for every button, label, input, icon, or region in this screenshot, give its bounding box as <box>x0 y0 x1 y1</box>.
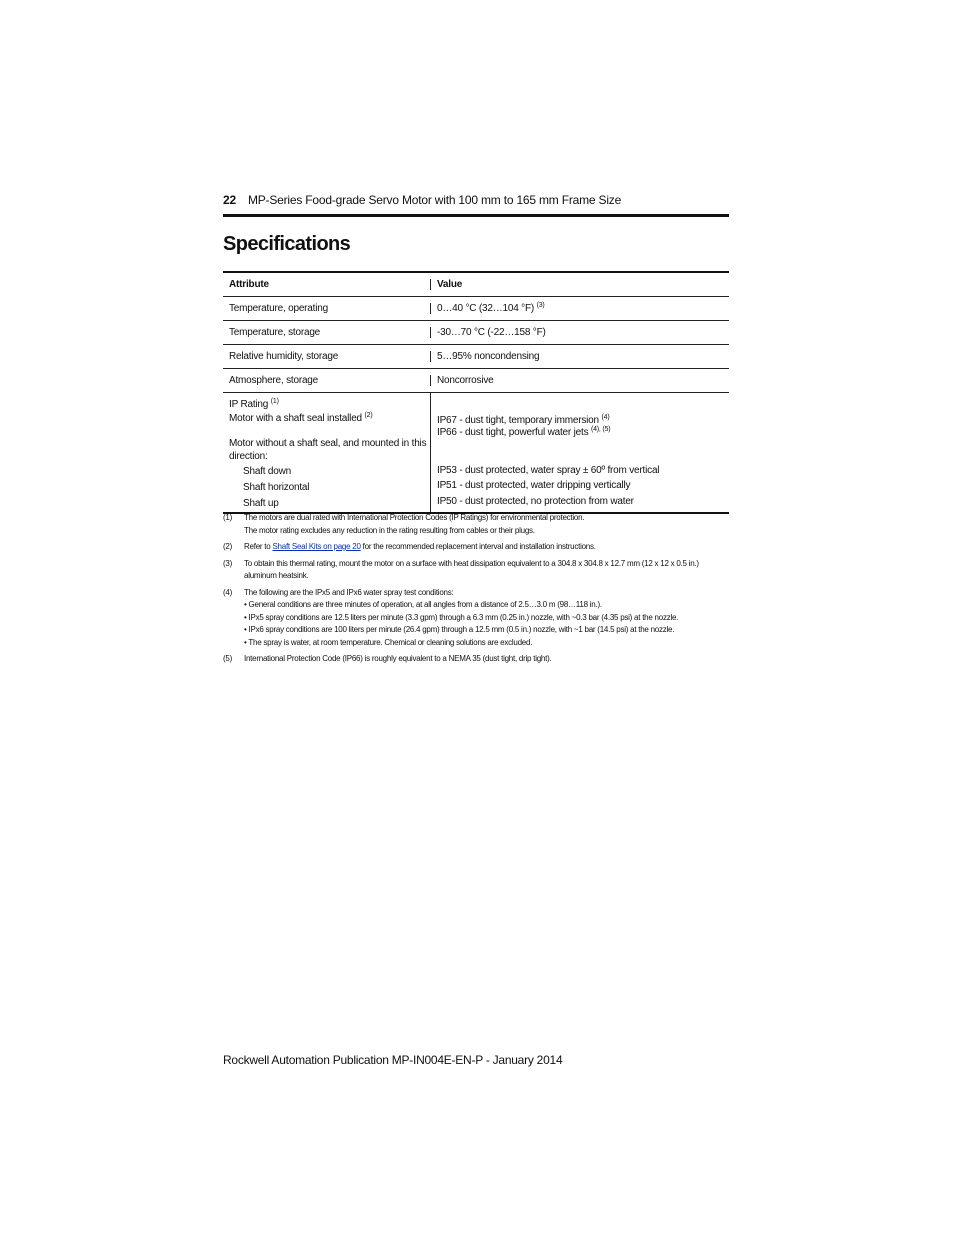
footnote-text: The following are the IPx5 and IPx6 water spray test conditions: <box>244 587 454 597</box>
row-value <box>431 303 729 314</box>
page-header <box>223 193 729 207</box>
table-row <box>223 344 729 368</box>
footnote-1 <box>223 512 729 537</box>
page-number: 22 <box>223 193 236 207</box>
no-seal-label-cont: direction: <box>229 451 268 462</box>
row-value: -30…70 °C (-22…158 °F) <box>437 327 546 338</box>
shaft-up-label: Shaft up <box>243 498 279 509</box>
footnote-bullet: • General conditions are three minutes of operation, at all angles from a distance of 2.5…3.0 m (98…118 in.). <box>244 600 602 609</box>
footnote-text: To obtain this thermal rating, mount the motor on a surface with heat dissipation equivalent to a 304.8 x 304.8 x 12.7 mm (12 x 12 x 0.5 in.) <box>244 558 699 568</box>
footnote-number: (2) <box>223 542 233 551</box>
footnote-text: The motor rating excludes any reduction in the rating resulting from cables or their plugs. <box>244 525 535 535</box>
header-value: Value <box>437 279 463 290</box>
shaft-horizontal-label: Shaft horizontal <box>243 482 310 493</box>
shaft-seal-label: Motor with a shaft seal installed $^{(2)}$ <box>229 412 373 424</box>
footnote-3 <box>223 558 729 583</box>
table-row <box>223 368 729 392</box>
footnote-text: The motors are dual rated with International Protection Codes (IP Ratings) for environmental protection. <box>244 513 585 522</box>
ip50-value: IP50 - dust protected, no protection from water <box>437 496 634 507</box>
footnote-number: (1) <box>223 513 233 522</box>
ip-value-cell <box>431 393 729 512</box>
document-title: MP-Series Food-grade Servo Motor with 100 mm to 165 mm Frame Size <box>247 193 622 207</box>
ip53-value: IP53 - dust protected, water spray ± 60º from vertical <box>437 465 660 476</box>
footnote-bullet: • IPx5 spray conditions are 12.5 liters per minute (3.3 gpm) through a 6.3 mm (0.25 in.) nozzle, with ~0.3 bar (4.35 psi) at the nozzle. <box>244 612 679 622</box>
specifications-table <box>223 271 729 514</box>
footnote-text: Refer to Shaft Seal Kits on page 20 for the recommended replacement interval and installation instructions. <box>244 542 596 551</box>
shaft-down-label: Shaft down <box>243 466 292 477</box>
footnote-ref: (3) <box>536 302 545 309</box>
footnote-bullet: • IPx6 spray conditions are 100 liters per minute (26.4 gpm) through a 12.5 mm (0.5 in.) nozzle, with ~1 bar (14.5 psi) at the nozzle. <box>244 625 675 634</box>
row-value: 5…95% noncondensing <box>437 351 540 362</box>
ip51-value: IP51 - dust protected, water dripping vertically <box>437 480 631 491</box>
ip-rating-label: IP Rating $^{(1)}$ <box>229 398 279 410</box>
value-text: 0…40 °C (32…104 °F) <box>437 303 535 314</box>
no-seal-label: Motor without a shaft seal, and mounted in this <box>229 438 427 449</box>
footnote-number: (4) <box>223 587 233 597</box>
ip-attribute-cell <box>223 393 431 512</box>
row-value: Noncorrosive <box>437 375 494 386</box>
ip66-value: IP66 - dust tight, powerful water jets $^{(4), (5)}$ <box>437 426 611 438</box>
ip67-value: IP67 - dust tight, temporary immersion $^{(4)}$ <box>437 414 610 426</box>
ip-rating-row <box>223 392 729 514</box>
table-header-row <box>223 271 729 296</box>
page-footer: Rockwell Automation Publication MP-IN004E-EN-P - January 2014 <box>223 1053 563 1067</box>
row-attribute: Temperature, storage <box>223 327 431 338</box>
section-title: Specifications <box>223 233 351 255</box>
footnotes <box>223 512 729 670</box>
footnote-bullet: • The spray is water, at room temperature. Chemical or cleaning solutions are excluded. <box>244 637 533 647</box>
footnote-text: International Protection Code (IP66) is roughly equivalent to a NEMA 35 (dust tight, drip tight). <box>244 654 552 663</box>
row-attribute: Atmosphere, storage <box>223 375 431 386</box>
footnote-number: (3) <box>223 558 233 568</box>
row-attribute: Relative humidity, storage <box>223 351 431 362</box>
header-attribute: Attribute <box>223 279 431 290</box>
footnote-2 <box>223 541 729 554</box>
header-divider <box>223 214 729 217</box>
shaft-seal-kits-link[interactable]: Shaft Seal Kits on page 20 <box>272 542 361 551</box>
footnote-4 <box>223 587 729 650</box>
table-row <box>223 296 729 320</box>
row-attribute: Temperature, operating <box>223 303 431 314</box>
footnote-text: aluminum heatsink. <box>244 571 309 580</box>
table-row <box>223 320 729 344</box>
footnote-number: (5) <box>223 654 233 663</box>
footnote-5 <box>223 653 729 666</box>
